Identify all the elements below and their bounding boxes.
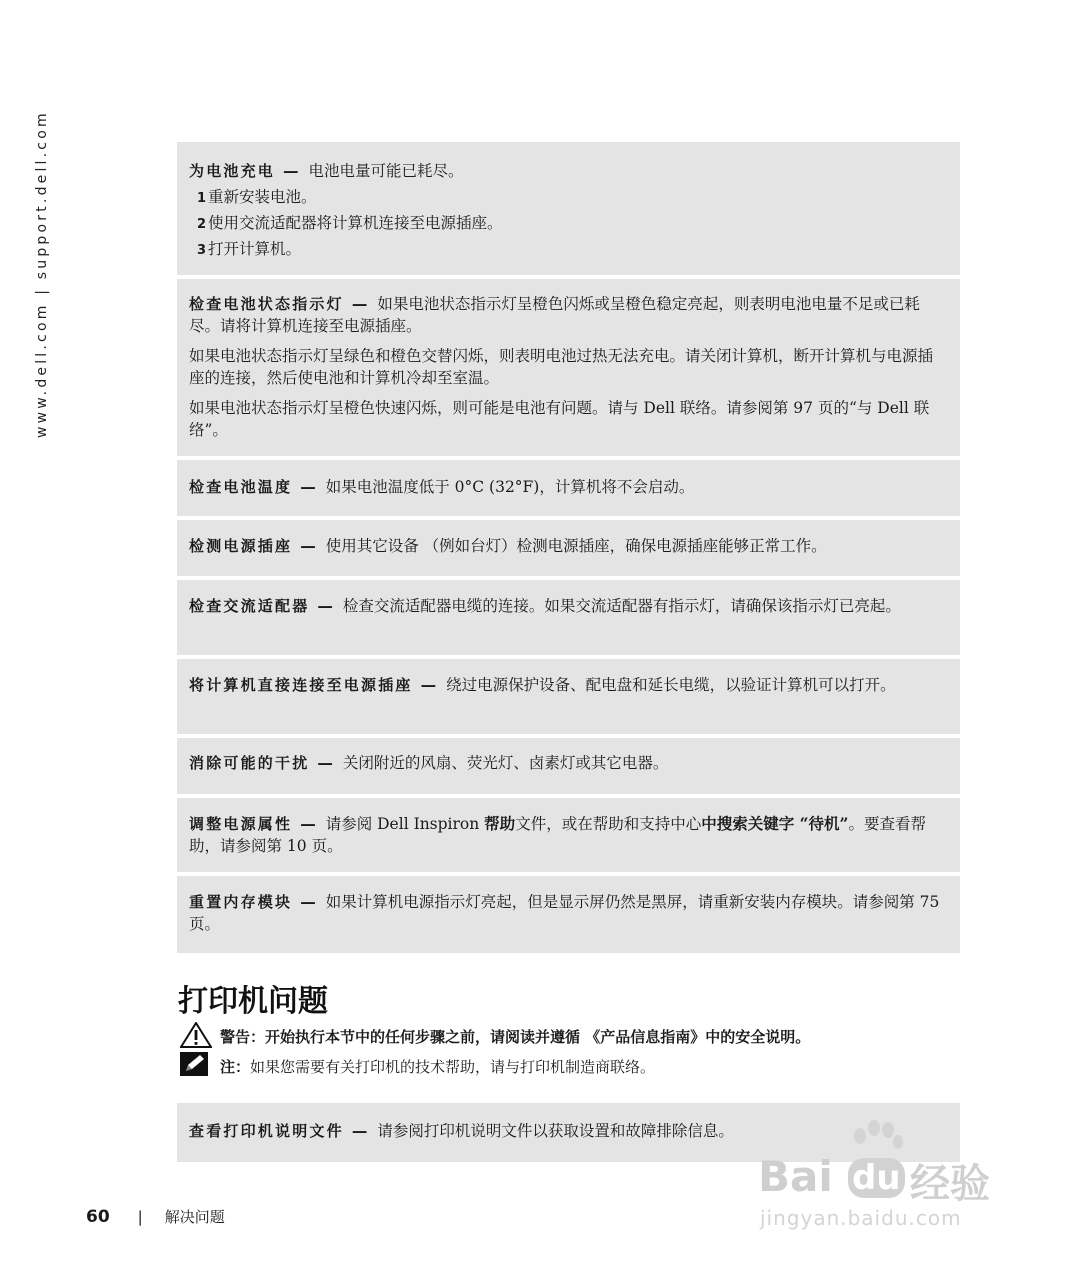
- page-footer: [86, 1206, 225, 1227]
- chapter-title: 解决问题: [164, 1208, 225, 1226]
- tip-block-charge-battery: [177, 142, 960, 275]
- em-dash: —: [300, 815, 316, 833]
- tip-paragraph: [189, 752, 946, 774]
- tip-paragraph: [189, 674, 946, 696]
- em-dash: —: [317, 754, 333, 772]
- tip-block-battery-status-light: [177, 279, 960, 456]
- warning-text: 开始执行本节中的任何步骤之前，请阅读并遵循 《产品信息指南》中的安全说明。: [265, 1028, 811, 1046]
- tip-term: 检查电池状态指示灯: [189, 295, 344, 313]
- em-dash: —: [283, 162, 299, 180]
- em-dash: —: [420, 676, 437, 694]
- tip-text: 如果电池温度低于 0°C (32°F)，计算机将不会启动。: [325, 478, 695, 496]
- tip-text: 请参阅打印机说明文件以获取设置和故障排除信息。: [377, 1122, 734, 1140]
- em-dash: —: [300, 893, 316, 911]
- em-dash: —: [351, 1122, 368, 1140]
- tip-text: 检查交流适配器电缆的连接。如果交流适配器有指示灯，请确保该指示灯已亮起。: [342, 597, 901, 615]
- note-text: 如果您需要有关打印机的技术帮助，请与打印机制造商联络。: [250, 1058, 656, 1076]
- note-label: 注：: [220, 1058, 251, 1076]
- watermark-url: jingyan.baidu.com: [760, 1206, 962, 1230]
- page-number: 60: [86, 1207, 110, 1227]
- step-number: 3: [197, 243, 207, 258]
- tip-term: 检查交流适配器: [189, 597, 310, 615]
- tip-term: 重置内存模块: [189, 893, 293, 911]
- tip-term: 消除可能的干扰: [189, 754, 310, 772]
- tip-text: 请参阅 Dell Inspiron: [325, 815, 485, 833]
- tip-block-direct-outlet: [177, 659, 960, 734]
- tip-paragraph: [189, 813, 946, 857]
- step-item: [197, 237, 946, 263]
- watermark-du: du: [848, 1158, 905, 1198]
- tip-block-test-outlet: [177, 520, 960, 576]
- tip-block-ac-adapter: [177, 580, 960, 655]
- tip-bold-text: 帮助: [484, 814, 516, 833]
- em-dash: —: [300, 478, 316, 496]
- section-title: 打印机问题: [178, 984, 328, 1019]
- tip-paragraph-3: 如果电池状态指示灯呈橙色快速闪烁，则可能是电池有问题。请与 Dell 联络。请参阅第 97 页的“与 Dell 联络”。: [189, 399, 930, 439]
- step-text: 使用交流适配器将计算机连接至电源插座。: [208, 214, 503, 232]
- warning-triangle-icon: [180, 1022, 212, 1052]
- em-dash: —: [317, 597, 333, 615]
- tip-block-battery-temperature: [177, 460, 960, 516]
- watermark-cn: 经验: [910, 1161, 990, 1207]
- tip-paragraph: [189, 160, 946, 182]
- tip-term: 检测电源插座: [189, 537, 293, 555]
- baidu-watermark: [758, 1118, 1008, 1233]
- tip-text: 。要查看帮助，请参阅第 10 页。: [189, 815, 926, 855]
- tip-paragraph: [189, 595, 946, 617]
- step-text: 重新安装电池。: [208, 188, 317, 206]
- step-number: 2: [197, 217, 207, 232]
- warning-label: 警告：: [220, 1028, 266, 1046]
- tip-term: 为电池充电: [189, 162, 276, 180]
- step-item: [197, 211, 946, 237]
- tip-block-memory-module: [177, 876, 960, 953]
- tip-text: 关闭附近的风扇、荧光灯、卤素灯或其它电器。: [342, 754, 669, 772]
- tip-block-interference: [177, 738, 960, 794]
- tip-paragraph: [189, 535, 946, 557]
- step-number: 1: [197, 191, 207, 206]
- tip-term: 调整电源属性: [189, 815, 293, 833]
- tip-paragraph: [189, 891, 946, 935]
- em-dash: —: [351, 295, 368, 313]
- footer-separator: |: [137, 1208, 143, 1226]
- pencil-note-icon: [180, 1052, 208, 1080]
- tip-block-power-properties: [177, 798, 960, 872]
- tip-paragraph: [189, 476, 946, 498]
- step-text: 打开计算机。: [208, 240, 302, 258]
- tip-text: 电池电量可能已耗尽。: [308, 162, 464, 180]
- tip-text: 如果电池状态指示灯呈橙色闪烁或呈橙色稳定亮起，则表明电池电量不足或已耗尽。请将计算机连接至电源插座。: [189, 295, 920, 335]
- tip-paragraph: [189, 293, 946, 337]
- tip-paragraph-2: 如果电池状态指示灯呈绿色和橙色交替闪烁，则表明电池过热无法充电。请关闭计算机，断开计算机与电源插座的连接，然后使电池和计算机冷却至室温。: [189, 347, 934, 387]
- warning-content: [220, 1026, 810, 1047]
- tip-term: 将计算机直接连接至电源插座: [189, 676, 413, 694]
- tip-text: 绕过电源保护设备、配电盘和延长电缆，以验证计算机可以打开。: [446, 676, 896, 694]
- em-dash: —: [300, 537, 316, 555]
- side-url: www.dell.com | support.dell.com: [34, 110, 50, 438]
- note-content: [220, 1056, 655, 1077]
- tip-text: 文件，或在帮助和支持中心: [515, 815, 702, 833]
- tip-term: 检查电池温度: [189, 478, 293, 496]
- tip-text: 使用其它设备 （例如台灯）检测电源插座，确保电源插座能够正常工作。: [325, 537, 827, 555]
- step-item: [197, 185, 946, 211]
- tip-text: 如果计算机电源指示灯亮起，但是显示屏仍然是黑屏，请重新安装内存模块。请参阅第 75 页。: [189, 893, 940, 933]
- tip-bold-text: 中搜索关键字 “待机”: [701, 814, 849, 833]
- watermark-main: Bai: [758, 1152, 833, 1201]
- tip-term: 查看打印机说明文件: [189, 1122, 344, 1140]
